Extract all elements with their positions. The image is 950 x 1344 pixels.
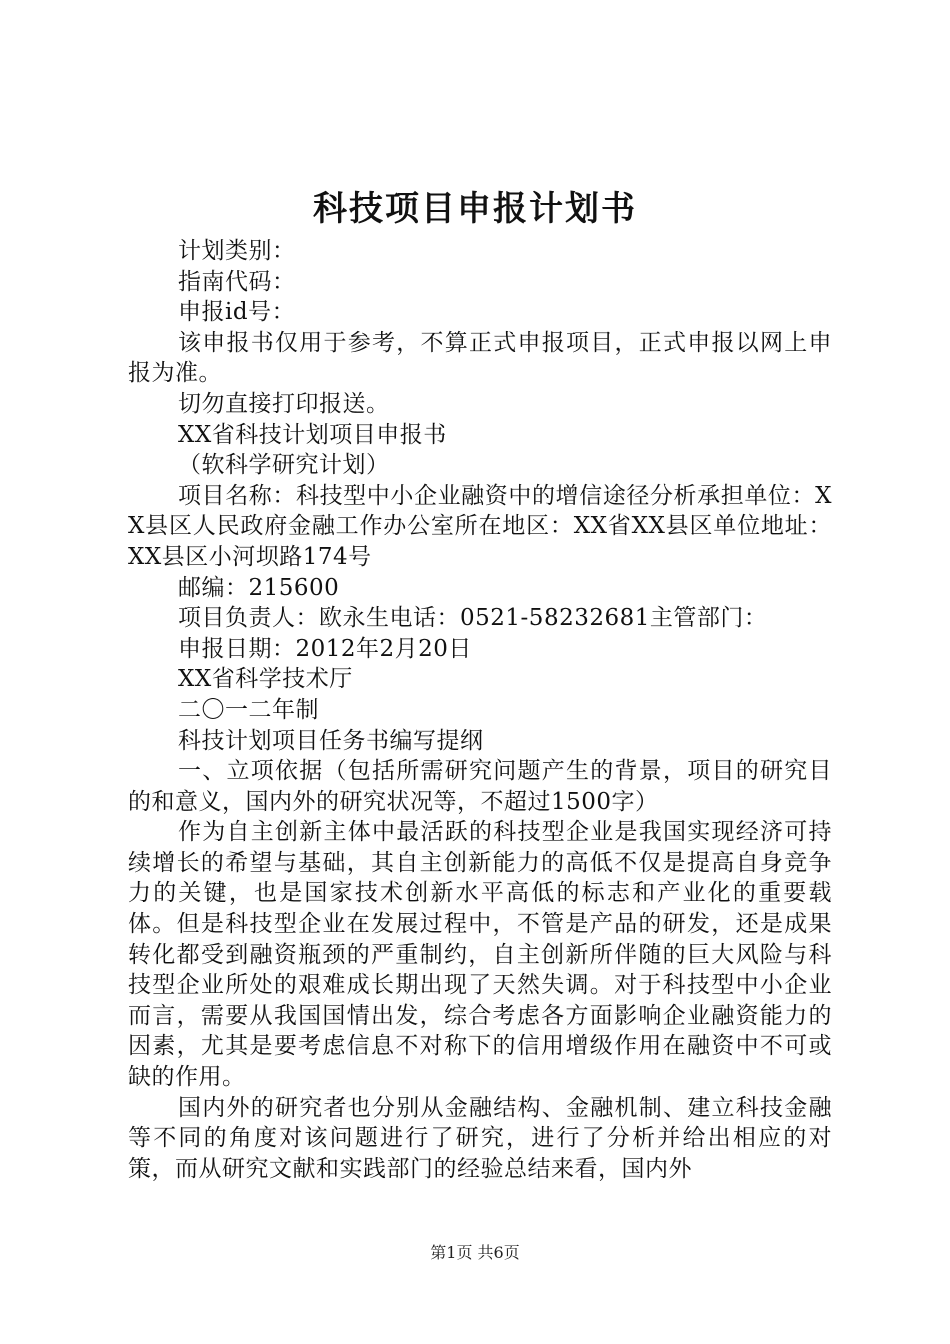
project-info: 项目名称：科技型中小企业融资中的增信途径分析承担单位：XX县区人民政府金融工作办公室所在地区：XX省XX县区单位地址：XX县区小河坝路174号: [128, 482, 832, 570]
body-paragraph: 作为自主创新主体中最活跃的科技型企业是我国实现经济可持续增长的希望与基础，其自主创新能力的高低不仅是提高自身竞争力的关键，也是国家技术创新水平高低的标志和产业化的重要载体。但是科技型企业在发展过程中，不管是产品的研发，还是成果转化都受到融资瓶颈的严重制约，自主创新所伴随的巨大风险与科技型企业所处的艰难成长期出现了天然失调。对于科技型中小企业而言，需要从我国国情出发，综合考虑各方面影响企业融资能力的因素，尤其是要考虑信息不对称下的信用增级作用在融资中不可或缺的作用。: [128, 819, 832, 1091]
print-warning: 切勿直接打印报送。: [178, 390, 390, 417]
body-paragraph: 国内外的研究者也分别从金融结构、金融机制、建立科技金融等不同的角度对该问题进行了研究，进行了分析并给出相应的对策，而从研究文献和实践部门的经验总结来看，国内外: [128, 1094, 832, 1182]
application-heading: XX省科技计划项目申报书: [178, 421, 447, 448]
plan-type: （软科学研究计划）: [178, 452, 390, 479]
issuing-year: 二〇一二年制: [178, 696, 319, 723]
field-application-id: 申报id号：: [178, 299, 296, 326]
reference-notice: 该申报书仅用于参考，不算正式申报项目，正式申报以网上申报为准。: [128, 329, 832, 387]
page-indicator: 第1页 共6页: [430, 1243, 520, 1262]
field-guide-code: 指南代码：: [178, 268, 296, 295]
document-title: 科技项目申报计划书: [313, 189, 637, 229]
project-contact: 项目负责人：欧永生电话：0521-58232681主管部门：: [178, 605, 768, 632]
section-heading: 一、立项依据（包括所需研究问题产生的背景，项目的研究目的和意义，国内外的研究状况等，不超过1500字）: [128, 758, 832, 815]
document-body: [128, 236, 832, 1184]
issuing-department: XX省科学技术厅: [178, 666, 353, 693]
outline-heading: 科技计划项目任务书编写提纲: [178, 727, 484, 754]
application-date: 申报日期：2012年2月20日: [178, 635, 472, 662]
postal-code: 邮编：215600: [178, 574, 340, 601]
field-plan-category: 计划类别：: [178, 238, 296, 264]
